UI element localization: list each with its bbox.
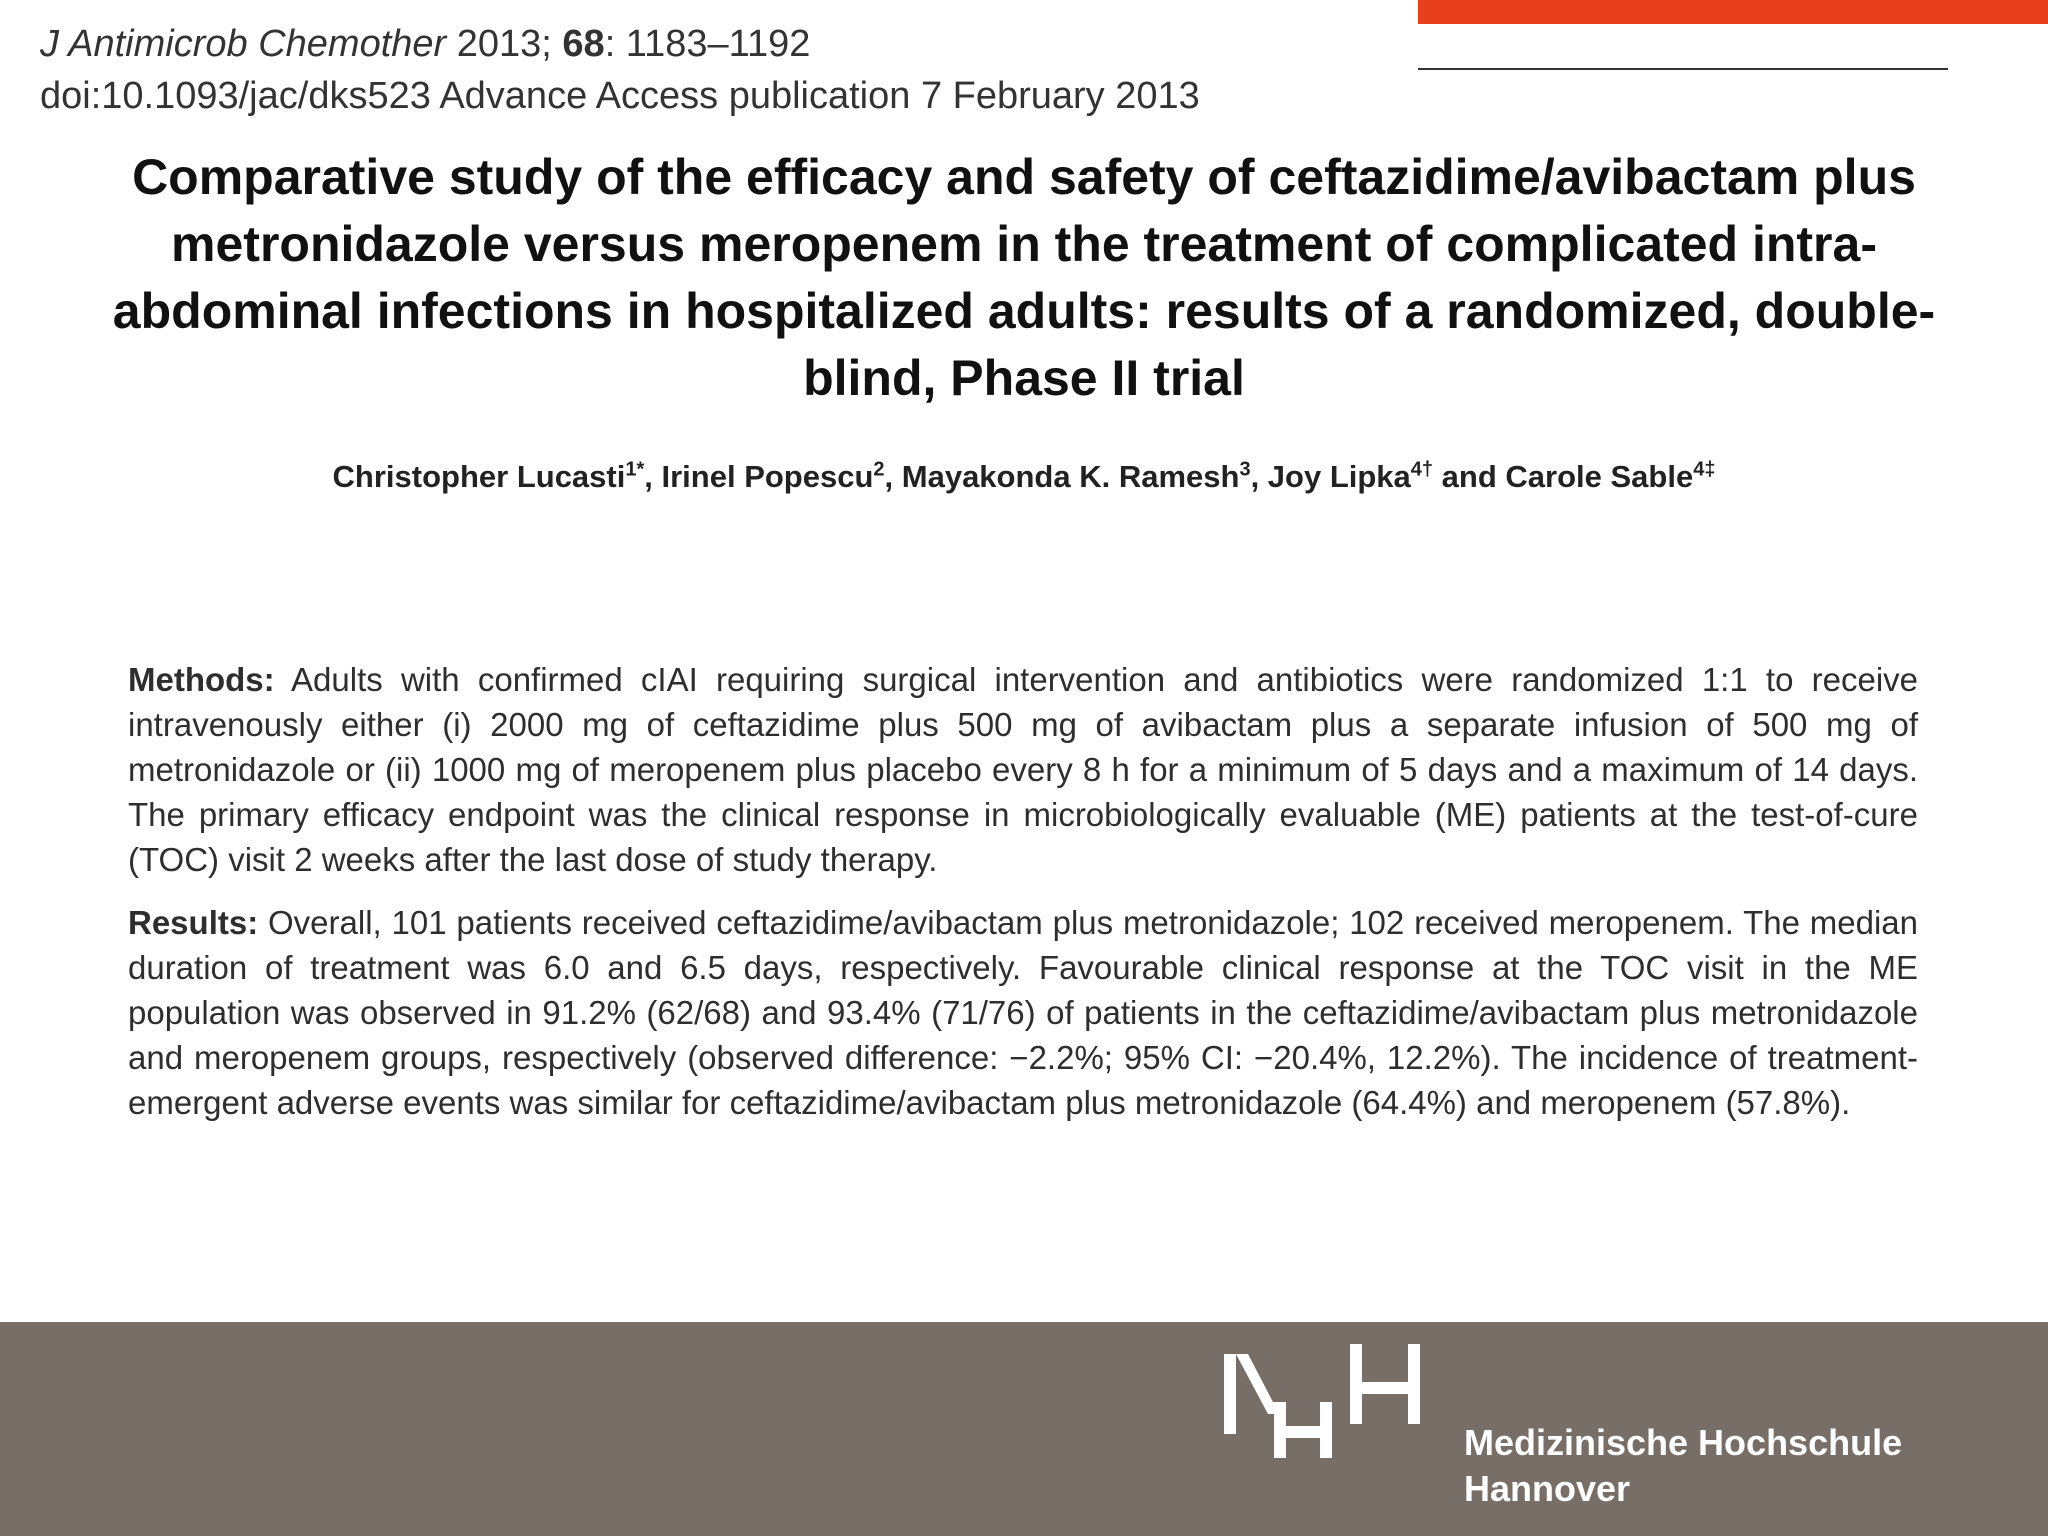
institution-name-line-2: Hannover [1464, 1468, 1631, 1509]
citation-pages: : 1183–1192 [604, 23, 811, 65]
journal-name: J Antimicrob Chemother [40, 23, 447, 65]
author: Mayakonda K. Ramesh$^3$ [901, 458, 1251, 494]
citation-line-1 [40, 18, 1200, 70]
results-label: Results: [128, 904, 259, 941]
author: Christopher Lucasti$^{1*}$ [332, 458, 645, 494]
mhh-logo-icon [1222, 1342, 1442, 1462]
results-text: Overall, 101 patients received ceftazidime/avibactam plus metronidazole; 102 received meropenem. The median duration of treatment was 6.0 and 6.5 days, respectively. Favourable clinical response at the TOC visit in the ME population was observed in 91.2% (62/68) and 93.4% (71/76) of patients in the ceftazidime/avibactam plus metronidazole and meropenem groups, respectively (observed difference: −2.2%; 95% CI: −20.4%, 12.2%). The incidence of treatment-emergent adverse events was similar for ceftazidime/avibactam plus metronidazole (64.4%) and meropenem (57.8%). [128, 904, 1918, 1121]
abstract-methods [128, 657, 1918, 882]
methods-label: Methods: [128, 661, 275, 698]
author: Joy Lipka$^{4\dagger}$ [1267, 458, 1434, 494]
institution-name-line-1: Medizinische Hochschule [1464, 1422, 1903, 1463]
abstract [128, 657, 1918, 1143]
author: Irinel Popescu$^2$ [661, 458, 885, 494]
author: Carole Sable$^{4\ddagger}$ [1505, 458, 1716, 494]
accent-rule [1418, 68, 1948, 70]
citation [40, 18, 1200, 122]
author-list: Christopher Lucasti$^{1*}$, Irinel Popescu$^2$, Mayakonda K. Ramesh$^3$, Joy Lipka$^{4\dagger}$ and Carole Sable$^{4\ddagger}$ [332, 458, 1716, 494]
paper-title: Comparative study of the efficacy and safety of ceftazidime/avibactam plus metronidazole versus meropenem in the treatment of complicated intra-abdominal infections in hospitalized adults: results of a randomized, double-blind, Phase II trial [112, 149, 1936, 406]
abstract-results [128, 900, 1918, 1125]
citation-volume: 68 [562, 23, 605, 65]
methods-text: Adults with confirmed cIAI requiring surgical intervention and antibiotics were randomized 1:1 to receive intravenously either (i) 2000 mg of ceftazidime plus 500 mg of avibactam plus a separate infusion of 500 mg of metronidazole or (ii) 1000 mg of meropenem plus placebo every 8 h for a minimum of 5 days and a maximum of 14 days. The primary efficacy endpoint was the clinical response in microbiologically evaluable (ME) patients at the test-of-cure (TOC) visit 2 weeks after the last dose of study therapy. [128, 661, 1918, 878]
citation-doi-line: doi:10.1093/jac/dks523 Advance Access publication 7 February 2013 [40, 75, 1200, 117]
accent-bar [1418, 0, 2048, 24]
citation-year: 2013; [456, 23, 552, 65]
